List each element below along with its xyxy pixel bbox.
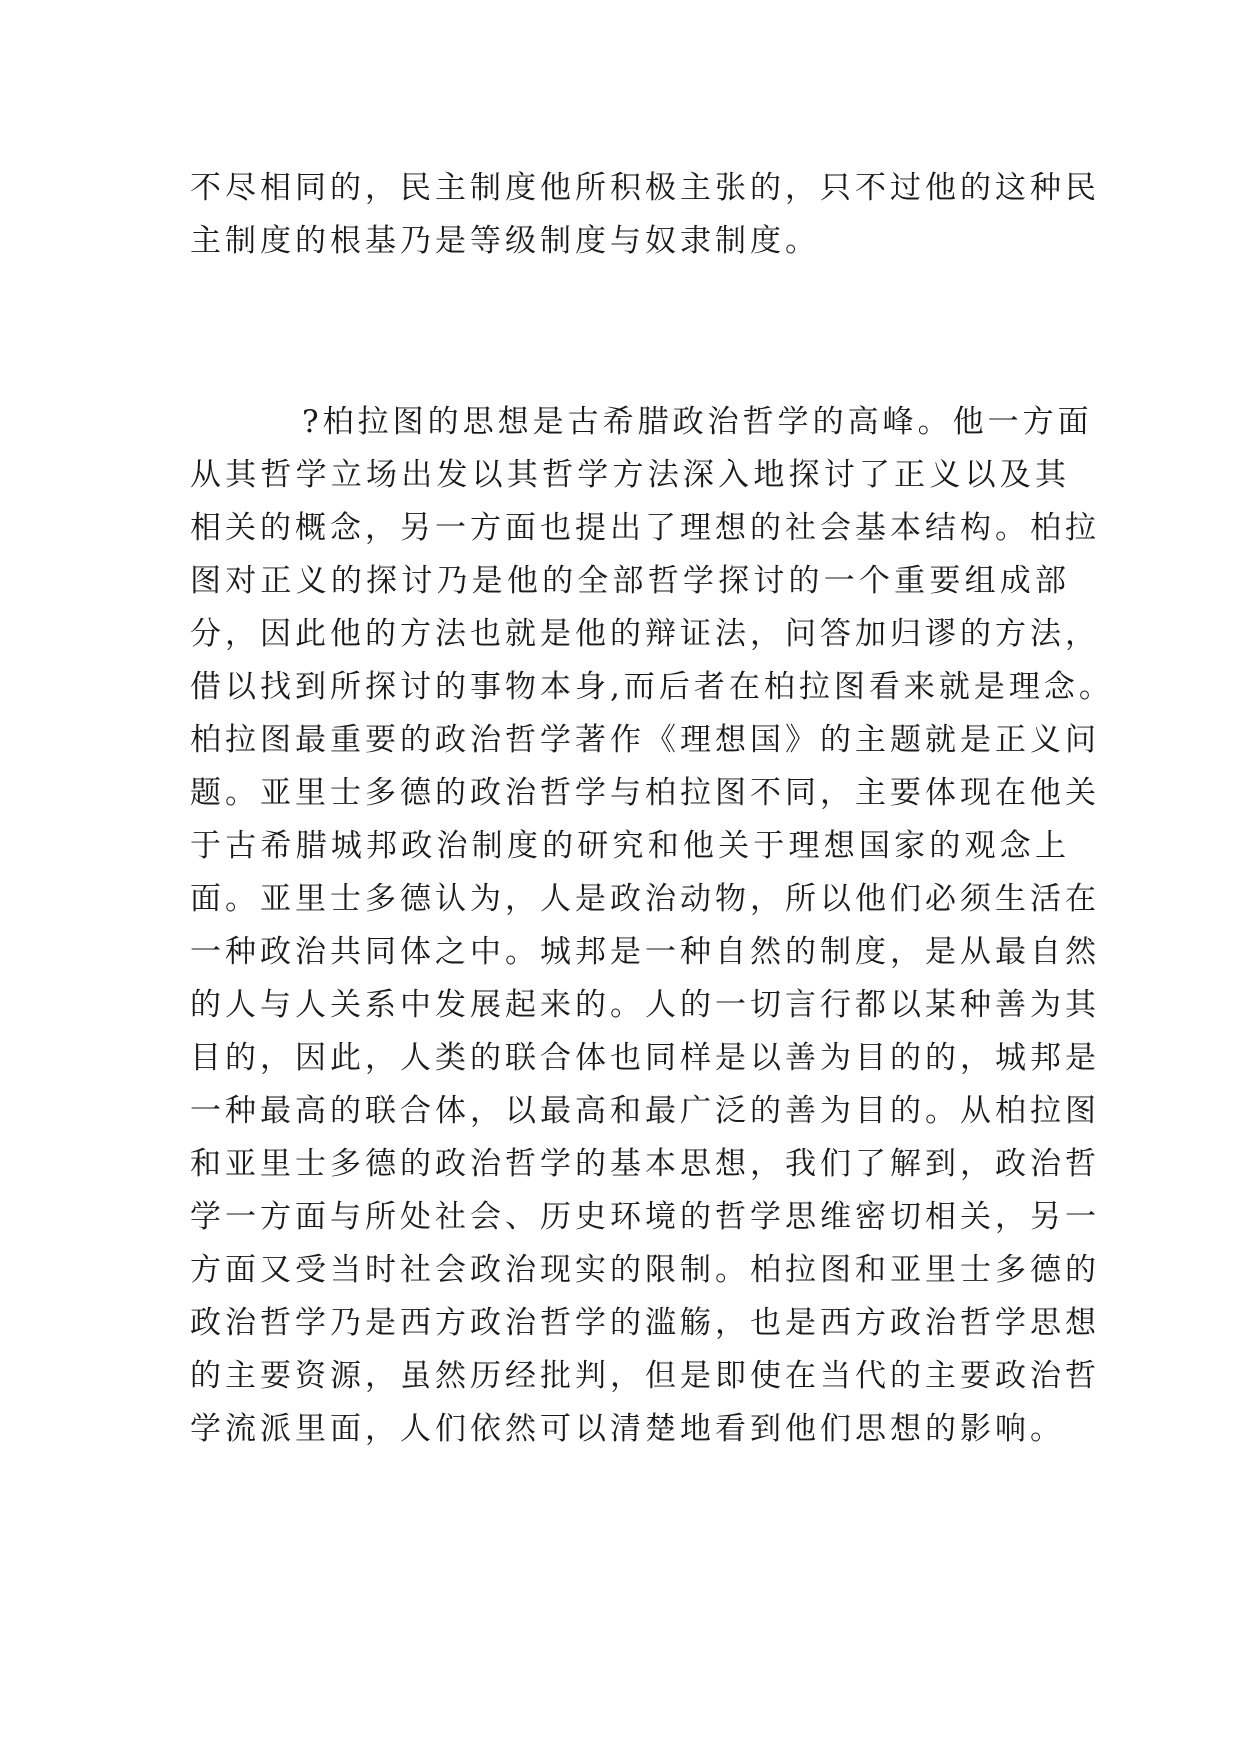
text-line: 柏拉图最重要的政治哲学著作《理想国》的主题就是正义问 <box>190 722 1100 758</box>
text-line: 政治哲学乃是西方政治哲学的滥觞，也是西方政治哲学思想 <box>190 1305 1100 1341</box>
text-line-first: ?柏拉图的思想是古希腊政治哲学的高峰。他一方面 <box>302 404 1093 440</box>
text-line: 学一方面与所处社会、历史环境的哲学思维密切相关，另一 <box>190 1199 1100 1235</box>
text-line: 相关的概念，另一方面也提出了理想的社会基本结构。柏拉 <box>190 510 1100 546</box>
text-line: 一种政治共同体之中。城邦是一种自然的制度，是从最自然 <box>190 934 1100 970</box>
text-line: 和亚里士多德的政治哲学的基本思想，我们了解到，政治哲 <box>190 1146 1100 1182</box>
text-line: 面。亚里士多德认为，人是政治动物，所以他们必须生活在 <box>190 881 1100 917</box>
text-line: 图对正义的探讨乃是他的全部哲学探讨的一个重要组成部 <box>190 563 1070 599</box>
text-line: 于古希腊城邦政治制度的研究和他关于理想国家的观念上 <box>190 828 1070 864</box>
text-line: 学流派里面，人们依然可以清楚地看到他们思想的影响。 <box>190 1411 1065 1447</box>
text-line: 的主要资源，虽然历经批判，但是即使在当代的主要政治哲 <box>190 1358 1100 1394</box>
text-line: 从其哲学立场出发以其哲学方法深入地探讨了正义以及其 <box>190 457 1070 493</box>
text-line: 目的，因此，人类的联合体也同样是以善为目的的，城邦是 <box>190 1040 1100 1076</box>
text-line: 借以找到所探讨的事物本身,而后者在柏拉图看来就是理念。 <box>190 669 1114 705</box>
text-line: 的人与人关系中发展起来的。人的一切言行都以某种善为其 <box>190 987 1100 1023</box>
text-line: 主制度的根基乃是等级制度与奴隶制度。 <box>190 223 820 259</box>
text-line: 题。亚里士多德的政治哲学与柏拉图不同，主要体现在他关 <box>190 775 1100 811</box>
paragraph-continuation <box>190 162 1100 268</box>
text-line: 方面又受当时社会政治现实的限制。柏拉图和亚里士多德的 <box>190 1252 1100 1288</box>
text-line: 分，因此他的方法也就是他的辩证法，问答加归谬的方法， <box>190 616 1100 652</box>
text-line: 不尽相同的，民主制度他所积极主张的，只不过他的这种民 <box>190 170 1100 206</box>
text-line: 一种最高的联合体，以最高和最广泛的善为目的。从柏拉图 <box>190 1093 1100 1129</box>
paragraph-main <box>190 396 1114 1456</box>
